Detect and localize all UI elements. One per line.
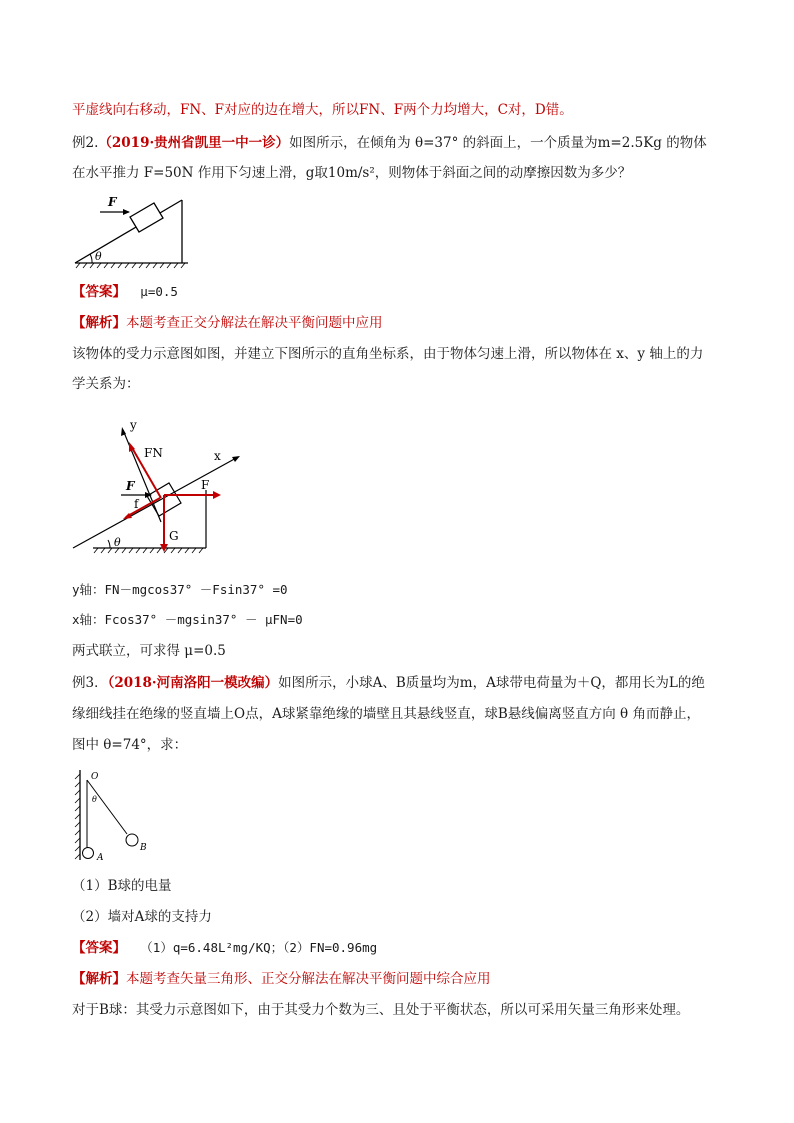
force-label: F [108, 195, 117, 209]
applied-force-arrowhead [213, 491, 221, 499]
thread-b [87, 780, 127, 834]
example-3-question-start: 如图所示，小球A、B质量均为m，A球带电荷量为＋Q，都用长为L的绝 [278, 675, 705, 691]
ball-a [83, 848, 94, 859]
x-axis [73, 457, 238, 548]
x-axis-label: x [214, 449, 221, 463]
friction-label: f [134, 497, 139, 511]
normal-force-label: FN [144, 446, 163, 460]
force-arrowhead [123, 209, 130, 215]
analysis-label: 【解析】 [72, 971, 126, 987]
question-1: （1）B球的电量 [72, 878, 172, 894]
angle-arc [90, 254, 92, 263]
example-3-line-2: 缘细线挂在绝缘的竖直墙上O点，A球紧靠绝缘的墙壁且其悬线竖直，球B悬线偏离竖直方向 θ 角而静止， [72, 706, 700, 722]
analysis-text: 本题考查正交分解法在解决平衡问题中应用 [126, 315, 383, 331]
answer-label: 【答案】 [72, 284, 126, 300]
incline-surface [75, 200, 182, 263]
ground-hatching [76, 263, 185, 268]
continuation-paragraph: 平虚线向右移动，FN、F对应的边在增大，所以FN、F两个力均增大，C对，D错。 [72, 102, 573, 118]
applied-force-label: F [201, 478, 210, 492]
example-3-line-3: 图中 θ=74°，求： [72, 737, 188, 753]
equation-x: x轴：Fcos37° －mgsin37° － μFN=0 [72, 612, 303, 627]
answer-value: （1）q=6.48L²mg/KQ；（2）FN=0.96mg [140, 940, 378, 955]
example-3-source: （2018·河南洛阳一模改编） [107, 675, 279, 691]
example-2-source: （2019·贵州省凯里一中一诊） [98, 135, 290, 151]
example-3-analysis [72, 969, 754, 989]
gravity-label: G [169, 529, 179, 543]
example-2-conclusion: 两式联立，可求得 μ=0.5 [72, 643, 226, 659]
equation-y: y轴：FN－mgcos37° －Fsin37° =0 [72, 582, 288, 597]
answer-label: 【答案】 [72, 940, 126, 956]
analysis-text: 本题考查矢量三角形、正交分解法在解决平衡问题中综合应用 [126, 971, 491, 987]
ball-b [126, 834, 138, 846]
angle-label: θ [114, 536, 121, 549]
pendulum-figure [72, 768, 162, 863]
force-diagram [68, 412, 248, 557]
angle-arc [108, 540, 110, 548]
example-2-answer [72, 282, 754, 302]
example-3-line-1 [72, 673, 754, 693]
question-2: （2）墙对A球的支持力 [72, 909, 212, 925]
ball-a-label: A [97, 853, 104, 863]
angle-label: θ [92, 795, 97, 804]
example-2-body-line-2: 学关系为： [72, 376, 140, 392]
answer-value: μ=0.5 [140, 284, 178, 299]
push-force-label: F [126, 479, 135, 493]
angle-label: θ [95, 250, 102, 263]
example-2-line-2: 在水平推力 F=50N 作用下匀速上滑，g取10m/s²，则物体于斜面之间的动摩擦因数为多少？ [72, 165, 632, 181]
analysis-label: 【解析】 [72, 315, 126, 331]
y-axis-label: y [130, 418, 137, 432]
example-3-prefix: 例3． [72, 675, 108, 691]
example-2-question-start: 如图所示，在倾角为 θ=37° 的斜面上，一个质量为m=2.5Kg 的物体 [289, 135, 707, 151]
example-2-prefix: 例2. [72, 135, 99, 151]
example-3-body-line-1: 对于B球：其受力示意图如下，由于其受力个数为三、且处于平衡状态，所以可采用矢量三角形来处理。 [72, 1002, 690, 1018]
example-2-line-1 [72, 133, 754, 153]
ground-hatching [94, 548, 203, 553]
ball-b-label: B [140, 843, 147, 853]
example-2-body-line-1: 该物体的受力示意图如图，并建立下图所示的直角坐标系，由于物体匀速上滑，所以物体在 x、y 轴上的力 [72, 346, 704, 362]
example-3-answer [72, 938, 754, 958]
wall-hatching [75, 774, 80, 859]
incline-figure-1 [70, 190, 200, 270]
point-o-label: O [91, 772, 99, 782]
example-2-analysis [72, 313, 754, 333]
